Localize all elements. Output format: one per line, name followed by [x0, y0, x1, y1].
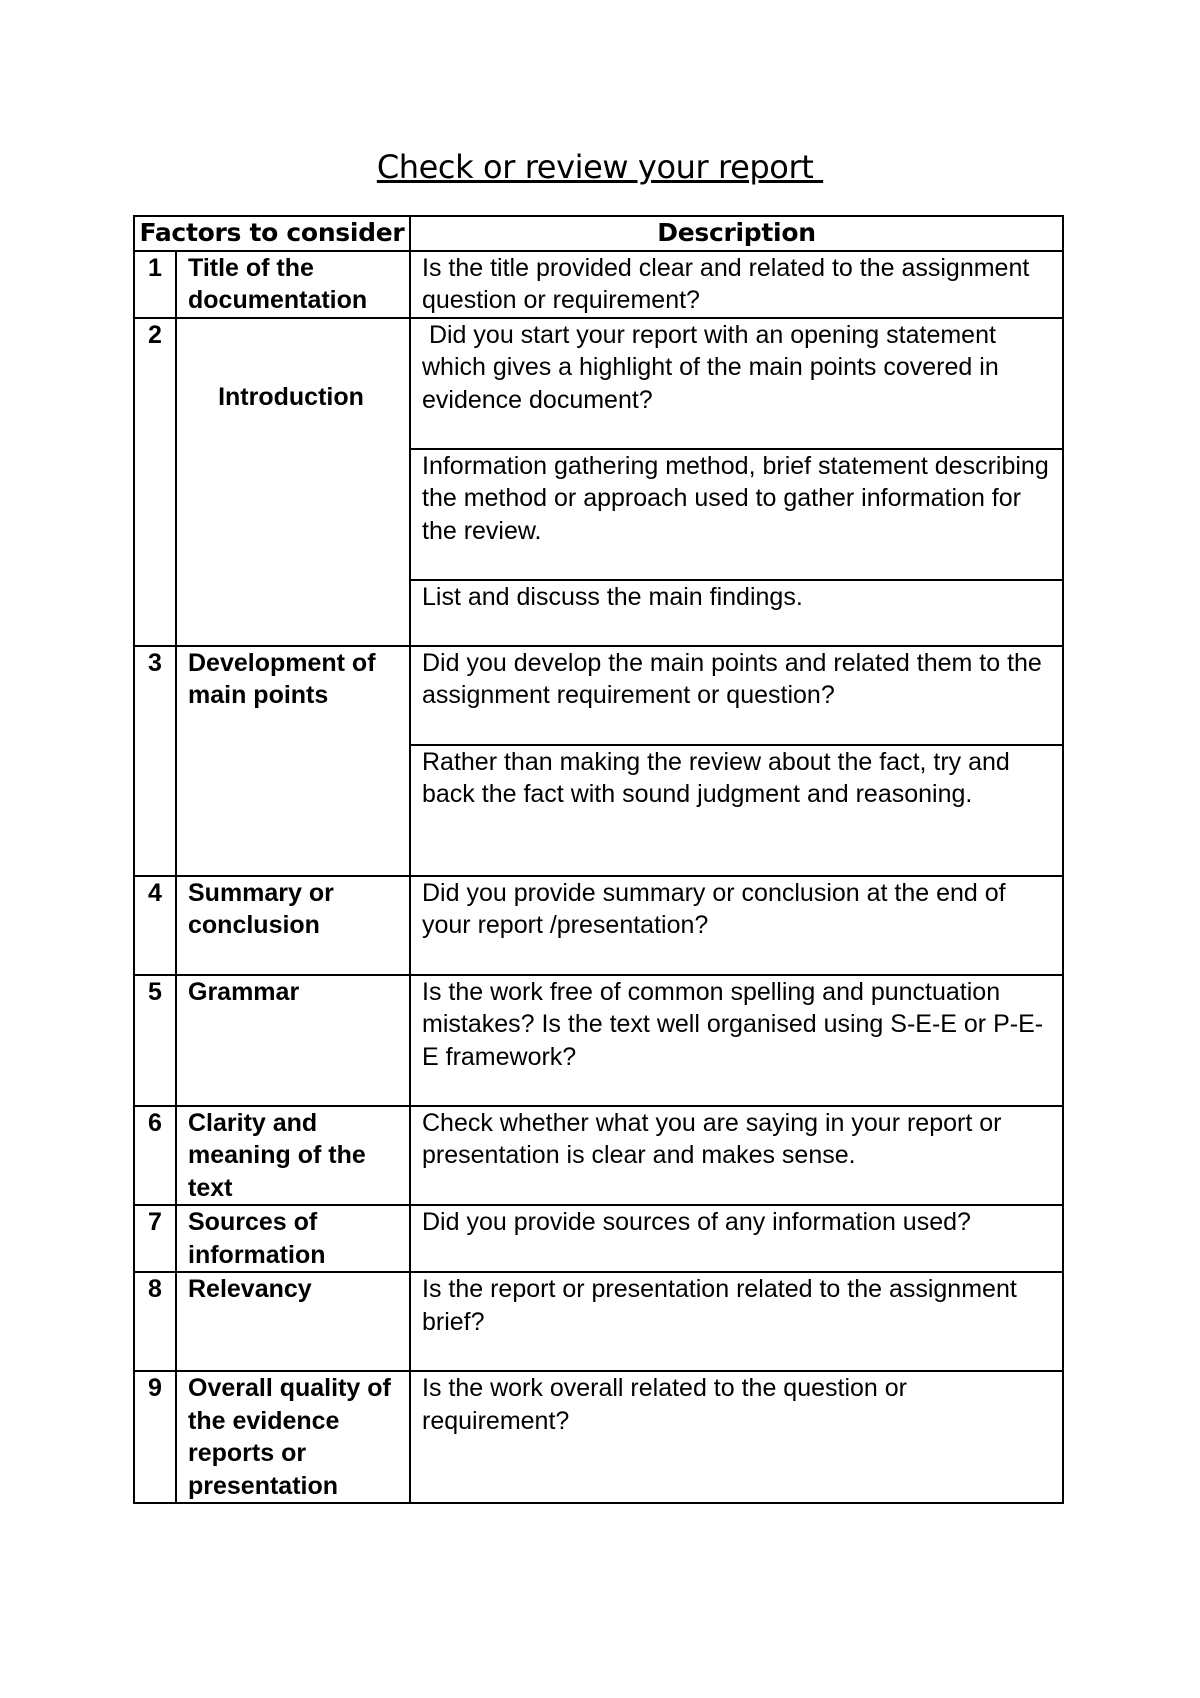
table-row: [134, 251, 1063, 318]
review-checklist-table: [133, 215, 1064, 1504]
row-number: 2: [134, 318, 176, 646]
row-number: 7: [134, 1205, 176, 1272]
row-description: List and discuss the main findings.: [410, 580, 1063, 646]
row-description: Did you provide sources of any information used?: [410, 1205, 1063, 1272]
table-row: [134, 646, 1063, 745]
header-factors: Factors to consider: [134, 216, 410, 251]
table-row: [134, 975, 1063, 1106]
table-row: [134, 876, 1063, 975]
row-number: 5: [134, 975, 176, 1106]
row-factor: Grammar: [176, 975, 410, 1106]
row-factor: Sources of information: [176, 1205, 410, 1272]
row-description: Is the title provided clear and related to the assignment question or requirement?: [410, 251, 1063, 318]
row-number: 6: [134, 1106, 176, 1206]
row-factor: Introduction: [176, 318, 410, 646]
row-factor: Clarity and meaning of the text: [176, 1106, 410, 1206]
row-factor: Overall quality of the evidence reports or presentation: [176, 1371, 410, 1503]
row-description: Rather than making the review about the fact, try and back the fact with sound judgment and reasoning.: [410, 745, 1063, 876]
table-row: [134, 1371, 1063, 1503]
row-description: Did you develop the main points and related them to the assignment requirement or question?: [410, 646, 1063, 745]
row-factor: Title of the documentation: [176, 251, 410, 318]
row-description: Is the report or presentation related to the assignment brief?: [410, 1272, 1063, 1371]
table-row: [134, 318, 1063, 449]
row-number: 8: [134, 1272, 176, 1371]
row-factor: Summary or conclusion: [176, 876, 410, 975]
header-description: Description: [410, 216, 1063, 251]
row-number: 9: [134, 1371, 176, 1503]
page-title: Check or review your report: [376, 148, 824, 186]
row-number: 4: [134, 876, 176, 975]
table-row: [134, 1205, 1063, 1272]
table-header-row: [134, 216, 1063, 251]
table-row: [134, 1106, 1063, 1206]
row-description: Did you provide summary or conclusion at the end of your report /presentation?: [410, 876, 1063, 975]
table-row: [134, 1272, 1063, 1371]
row-number: 3: [134, 646, 176, 876]
row-factor: Development of main points: [176, 646, 410, 876]
row-number: 1: [134, 251, 176, 318]
row-description: Is the work overall related to the question or requirement?: [410, 1371, 1063, 1503]
row-description-text: Did you start your report with an opening statement which gives a highlight of the main points covered in evidence document?: [422, 320, 1006, 414]
row-factor: Relevancy: [176, 1272, 410, 1371]
row-description: Information gathering method, brief statement describing the method or approach used to gather information for the review.: [410, 449, 1063, 580]
row-description: Is the work free of common spelling and punctuation mistakes? Is the text well organised using S-E-E or P-E-E framework?: [410, 975, 1063, 1106]
row-description: [410, 318, 1063, 449]
row-description: Check whether what you are saying in your report or presentation is clear and makes sense.: [410, 1106, 1063, 1206]
